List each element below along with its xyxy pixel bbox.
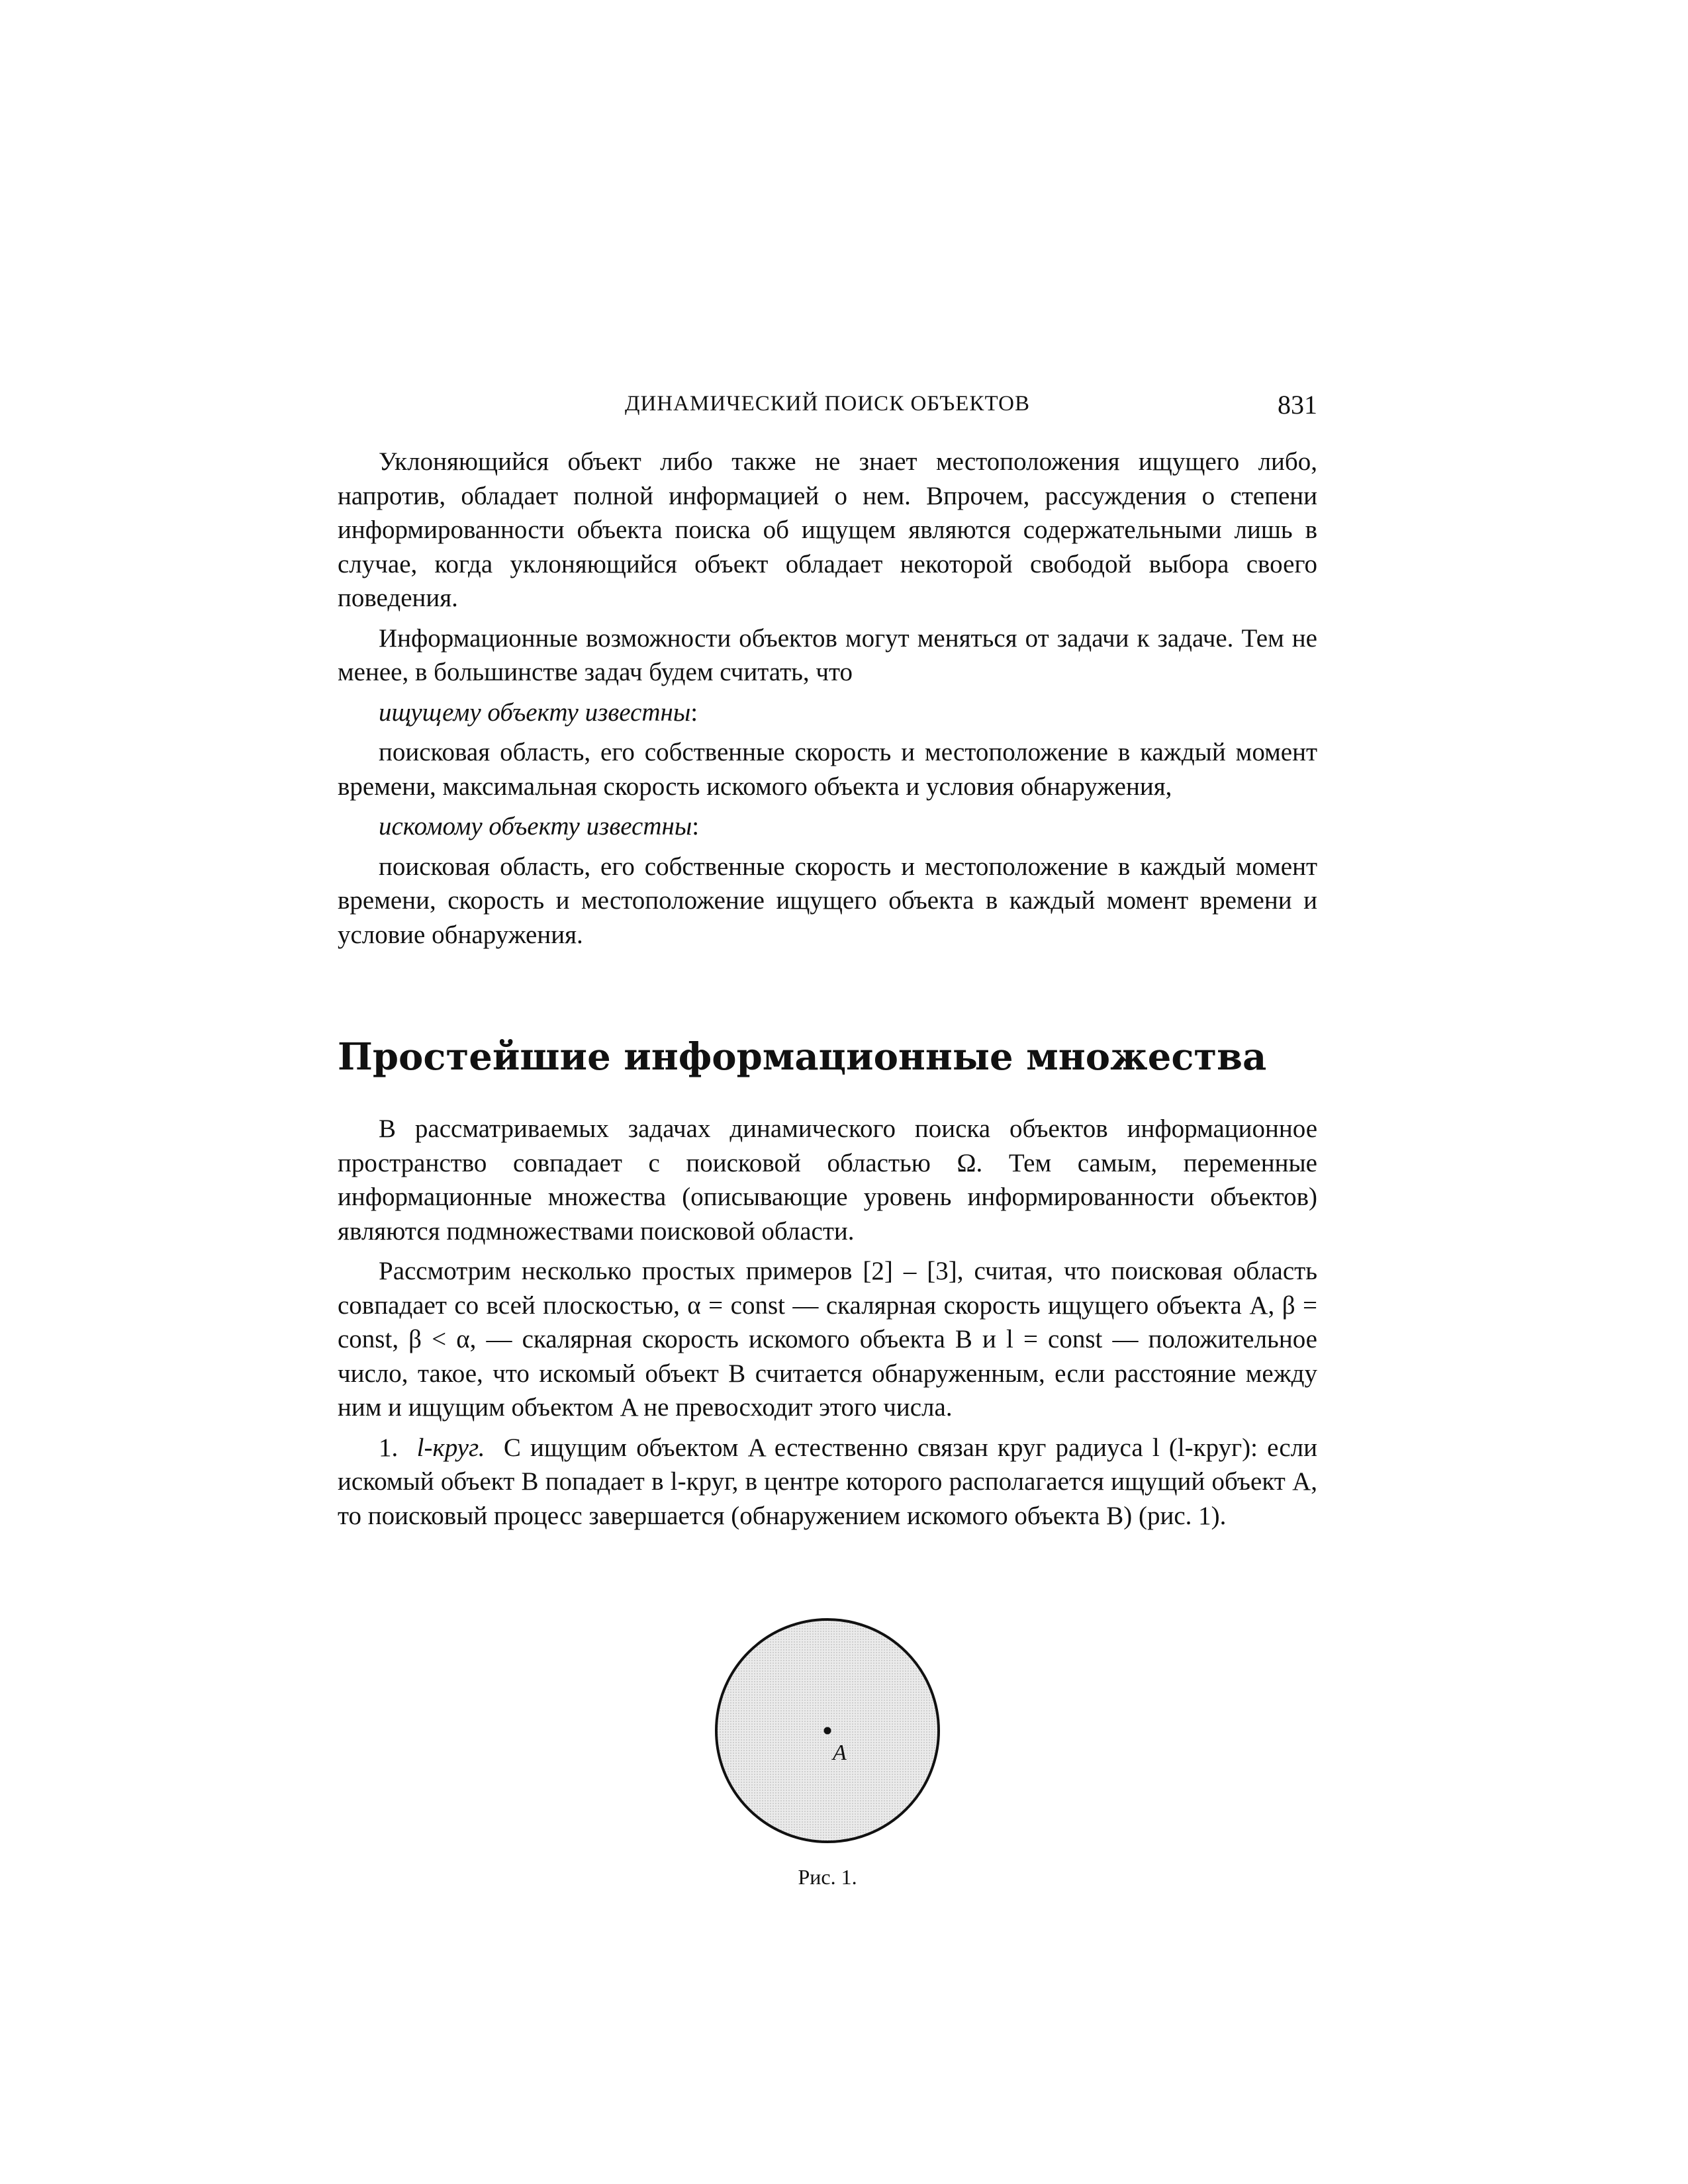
target-knowledge-colon: : bbox=[692, 812, 700, 841]
point-label-a: A bbox=[833, 1741, 847, 1765]
page-number: 831 bbox=[1278, 390, 1317, 420]
target-knowledge-label: искомому объекту известны bbox=[379, 812, 692, 841]
center-point-a bbox=[824, 1727, 831, 1735]
list-item-term: l-круг. bbox=[416, 1433, 485, 1462]
list-item-text: С ищущим объектом A естественно связан круг радиуса l (l-круг): если искомый объект B попадает в l-круг, в центре которого располагается ищущий объект A, то поисковый процесс завершается (обнаружением искомого объекта B) (рис. 1). bbox=[338, 1433, 1318, 1530]
seeker-knowledge-colon: : bbox=[690, 698, 698, 727]
running-title: ДИНАМИЧЕСКИЙ ПОИСК ОБЪЕКТОВ bbox=[624, 392, 1031, 416]
intro-block bbox=[338, 445, 1317, 958]
intro-paragraph-2: Информационные возможности объектов могут меняться от задачи к задаче. Тем не менее, в большинстве задач будем считать, что bbox=[338, 623, 1317, 686]
target-knowledge-text: поисковая область, его собственные скорость и местоположение в каждый момент времени, скорость и местоположение ищущего объекта в каждый момент времени и условие обнаружения. bbox=[338, 852, 1317, 949]
figure-l-circle bbox=[712, 1615, 943, 1846]
figure-caption: Рис. 1. bbox=[798, 1865, 857, 1889]
figure-svg bbox=[712, 1615, 943, 1846]
running-head bbox=[338, 389, 1317, 422]
target-knowledge-heading bbox=[338, 809, 1317, 844]
seeker-knowledge-text: поисковая область, его собственные скорость и местоположение в каждый момент времени, максимальная скорость искомого объекта и условия обнаружения, bbox=[338, 738, 1317, 801]
list-item-number: 1. bbox=[379, 1433, 399, 1462]
seeker-knowledge-label: ищущему объекту известны bbox=[379, 698, 691, 727]
section-paragraph-2: Рассмотрим несколько простых примеров [2] – [3], считая, что поисковая область совпадает со всей плоскостью, α = const — скалярная скорость ищущего объекта A, β = const, β < α, — скалярная скорость искомого объекта B и l = const — положительное число, такое, что искомый объект B считается обнаруженным, если расстояние между ним и ищущим объектом A не превосходит этого числа. bbox=[338, 1257, 1317, 1422]
intro-paragraph-1: Уклоняющийся объект либо также не знает местоположения ищущего либо, напротив, обладает полной информацией о нем. Впрочем, рассуждения о степени информированности объекта поиска об ищущем являются содержательными лишь в случае, когда уклоняющийся объект обладает некоторой свободой выбора своего поведения. bbox=[338, 447, 1317, 612]
seeker-knowledge-heading bbox=[338, 696, 1317, 730]
section-heading: Простейшие информационные множества bbox=[338, 1035, 1267, 1079]
list-item-l-circle bbox=[338, 1431, 1317, 1533]
section-block bbox=[338, 1112, 1317, 1539]
section-paragraph-1: В рассматриваемых задачах динамического поиска объектов информационное пространство совпадает с поисковой областью Ω. Тем самым, переменные информационные множества (описывающие уровень информированности объектов) являются подмножествами поисковой области. bbox=[338, 1115, 1317, 1246]
